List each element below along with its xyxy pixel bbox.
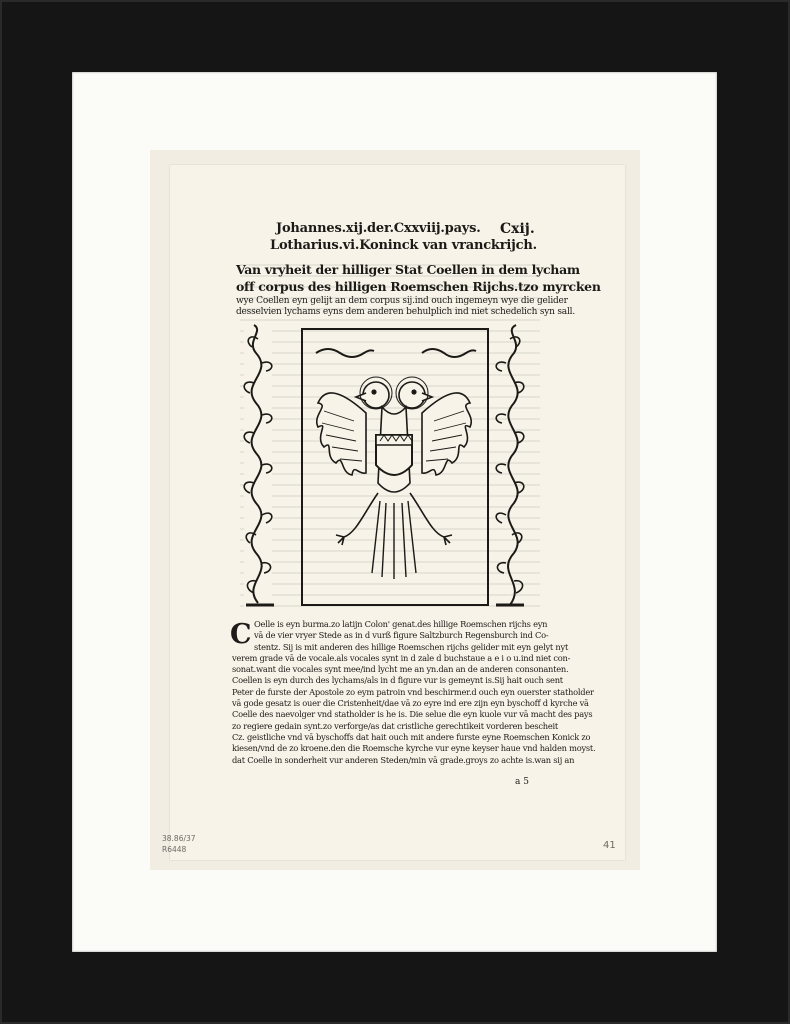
title-line: Van vryheit der hilliger Stat Coellen in dem lycham [236,262,580,277]
body-line: Oelle is eyn burma.zo latijn Colon' genat.des hillige Roemschen rijchs eyn [254,619,548,629]
left-floral-border [244,325,274,607]
running-head-line1: Johannes.xij.der.Cxxviij.pays. [276,221,481,236]
body-line: Peter de furste der Apostole zo eym patroin vnd beschirmer.d ouch eyn ouerster statholder [232,686,594,697]
title-line: desselvien lychams eyns dem anderen behulplich ind niet schedelich syn sall. [236,307,575,317]
body-line: Cz. geistliche vnd vā byschoffs dat hait ouch mit andere furste eyne Roemschen Konick zo [232,731,591,742]
signature-mark: a 5 [515,777,529,787]
body-text [232,619,596,766]
pencil-page-number: 41 [603,840,616,851]
body-line: kiesen/vnd de zo kroene.den die Roemsche kyrche vur eyne keyser haue vnd halden moyst. [232,743,596,754]
double-headed-eagle [317,377,472,579]
accession-number: 38.86/37 [162,834,196,843]
running-head-line2: Lotharius.vi.Koninck van vranckrijch. [270,238,537,253]
folio-number: Cxij. [500,221,535,237]
title-line: off corpus des hilligen Roemschen Rijchs.tzo myrcken [236,279,601,294]
inventory-number: R6448 [162,845,187,854]
initial-letter: C [230,619,252,650]
title-line: wye Coellen eyn gelijt an dem corpus sij.ind ouch ingemeyn wye die gelider [236,296,568,306]
body-line: sonat.want die vocales synt mee/ind lycht me an yn.dan an de anderen consonanten. [232,664,569,675]
body-line: stentz. Sij is mit anderen des hillige Roemschen rijchs gelider mit eyn gelyt nyt [254,641,569,652]
woodcut-illustration [234,323,534,613]
body-line: Coelle des naevolger vnd statholder is he is. Die selue die eyn kuole vur vā macht des pays [232,709,593,720]
body-line: vā gode gesatz is ouer die Cristenheit/dae vā zo eyre ind ere zijn eyn byschoff d kyrche vā [232,698,589,709]
body-line: vā de vier vryer Stede as in d vurß figure Saltzburch Regensburch ind Co- [254,630,549,641]
body-line: verem grade vā de vocale.als vocales synt in d zale d buchstaue a e i o u.ind niet con- [232,652,571,663]
body-line: zo regiere gedain synt.zo verforge/as dat cristliche gerechtikeit vorderen bescheit [232,720,559,731]
body-line: dat Coelle in sonderheit vur anderen Steden/min vā grade.groys zo achte is.wan sij an [232,754,575,765]
right-floral-border [496,325,524,605]
body-line: Coellen is eyn durch des lychams/als in d figure vur is gemeynt is.Sij hait ouch sent [232,675,563,686]
